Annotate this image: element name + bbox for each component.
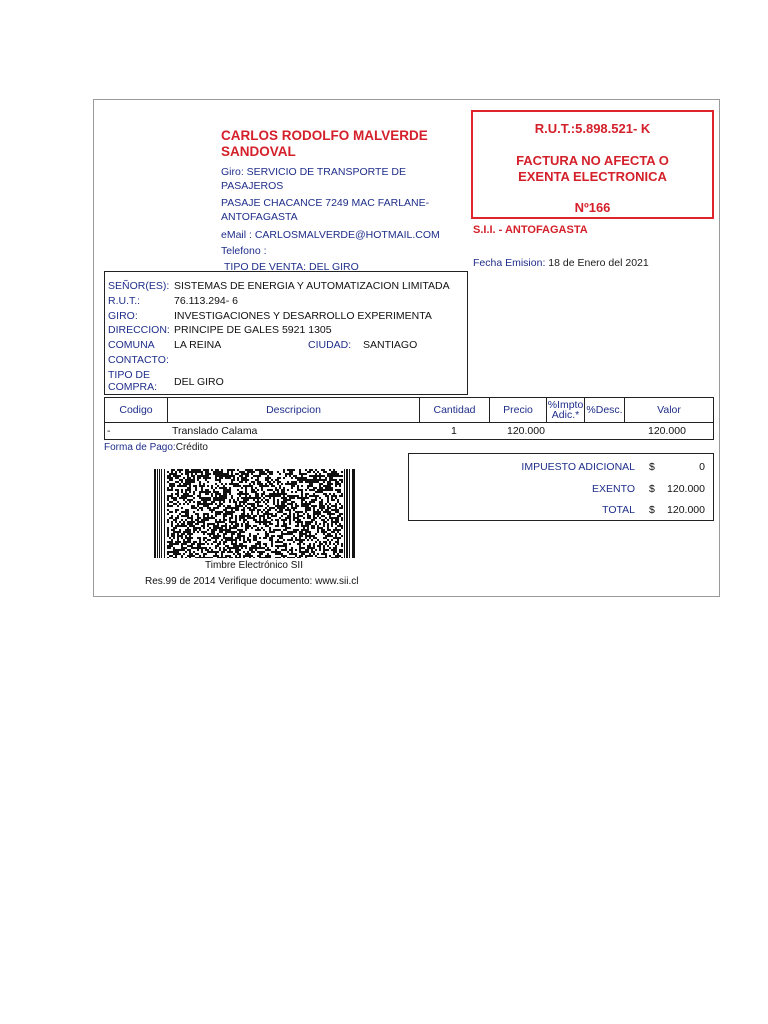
- giro-label: GIRO:: [108, 310, 138, 322]
- items-table-header: [104, 397, 714, 423]
- col-cantidad: Cantidad: [420, 398, 490, 422]
- senores-value: SISTEMAS DE ENERGIA Y AUTOMATIZACION LIMITADA: [174, 280, 450, 292]
- impuesto-value: 0: [699, 461, 705, 473]
- exento-value: 120.000: [667, 483, 705, 495]
- total-label: TOTAL: [602, 504, 635, 516]
- payment-method: [104, 442, 208, 453]
- row-cantidad: 1: [451, 425, 457, 437]
- tipo-compra-value: DEL GIRO: [174, 376, 224, 388]
- col-desc: %Desc.: [585, 398, 625, 422]
- senores-label: SEÑOR(ES):: [108, 280, 170, 292]
- col-impto: %Impto Adic.*: [547, 399, 584, 421]
- issuer-tipo-venta: TIPO DE VENTA: DEL GIRO: [224, 261, 359, 273]
- invoice-number: Nº166: [574, 200, 611, 215]
- col-valor: Valor: [657, 404, 681, 416]
- col-precio: Precio: [490, 398, 547, 422]
- giro-value: INVESTIGACIONES Y DESARROLLO EXPERIMENTA: [174, 310, 432, 322]
- issuer-address: PASAJE CHACANCE 7249 MAC FARLANE- ANTOFAGASTA: [221, 197, 430, 223]
- total-value: 120.000: [667, 504, 705, 516]
- row-codigo: -: [107, 425, 111, 437]
- col-codigo: Codigo: [105, 398, 168, 422]
- ciudad-label: CIUDAD:: [308, 339, 352, 351]
- issuer-name: CARLOS RODOLFO MALVERDE SANDOVAL: [221, 128, 428, 159]
- row-valor: 120.000: [648, 425, 686, 437]
- rut-label: R.U.T.:: [108, 295, 141, 307]
- issuer-rut: R.U.T.:5.898.521- K: [534, 121, 651, 136]
- issuer-telefono: Telefono :: [221, 245, 267, 257]
- emission-date: [473, 257, 649, 269]
- comuna-value: LA REINA: [174, 339, 222, 351]
- contacto-label: CONTACTO:: [108, 354, 169, 366]
- pdf417-barcode-icon: [154, 469, 355, 558]
- row-precio: 120.000: [507, 425, 545, 437]
- emission-date-label: Fecha Emision:: [473, 257, 546, 269]
- sii-office: S.I.I. - ANTOFAGASTA: [473, 224, 588, 236]
- col-descripcion: Descripcion: [168, 398, 420, 422]
- direccion-value: PRINCIPE DE GALES 5921 1305: [174, 324, 332, 336]
- impuesto-currency: $: [649, 461, 655, 473]
- row-descripcion: Translado Calama: [172, 425, 258, 437]
- impuesto-label: IMPUESTO ADICIONAL: [521, 461, 635, 473]
- exento-currency: $: [649, 483, 655, 495]
- ciudad-value: SANTIAGO: [363, 339, 418, 351]
- total-currency: $: [649, 504, 655, 516]
- exento-label: EXENTO: [592, 483, 635, 495]
- comuna-label: COMUNA: [108, 339, 155, 351]
- payment-method-label: Forma de Pago:: [104, 442, 176, 453]
- timbre-caption: Timbre Electrónico SII: [205, 560, 303, 571]
- payment-method-value: Crédito: [175, 442, 208, 453]
- direccion-label: DIRECCION:: [108, 324, 170, 336]
- tipo-compra-label: TIPO DE COMPRA:: [108, 369, 158, 393]
- totals-box: [408, 453, 714, 521]
- timbre-resolution: Res.99 de 2014 Verifique documento: www.sii.cl: [145, 576, 359, 587]
- emission-date-value: 18 de Enero del 2021: [548, 257, 649, 269]
- document-type: FACTURA NO AFECTA O EXENTA ELECTRONICA: [516, 153, 669, 184]
- issuer-giro: Giro: SERVICIO DE TRANSPORTE DE PASAJEROS: [221, 166, 406, 192]
- table-row: [104, 423, 714, 440]
- issuer-email: eMail : CARLOSMALVERDE@HOTMAIL.COM: [221, 229, 440, 241]
- client-box: [104, 271, 468, 395]
- rut-value: 76.113.294- 6: [174, 295, 239, 307]
- invoice-header-box: [471, 110, 714, 219]
